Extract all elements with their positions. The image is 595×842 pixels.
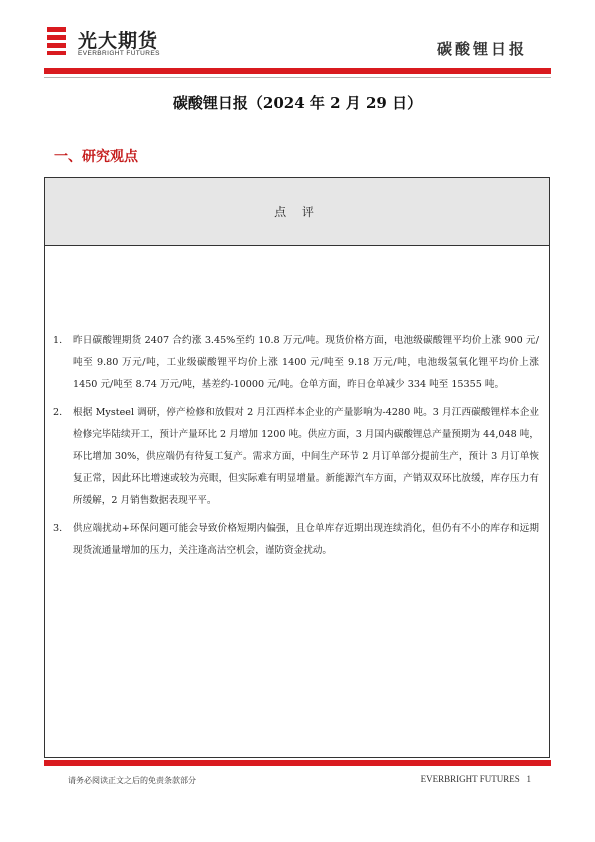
commentary-table-header bbox=[45, 178, 549, 246]
commentary-table bbox=[44, 177, 550, 758]
section-title: 一、研究观点 bbox=[54, 149, 138, 165]
commentary-item bbox=[53, 330, 539, 396]
commentary-list bbox=[53, 330, 539, 568]
footer-disclaimer: 请务必阅读正文之后的免责条款部分 bbox=[68, 776, 196, 785]
page-number: 1 bbox=[526, 774, 531, 784]
logo-chinese-name: 光大期货 bbox=[78, 30, 159, 52]
commentary-item bbox=[53, 518, 539, 562]
document-title: 碳酸锂日报（2024 年 2 月 29 日） bbox=[172, 94, 423, 112]
logo-mark-icon bbox=[44, 26, 68, 56]
footer-brand: EVERBRIGHT FUTURES bbox=[420, 774, 520, 784]
footer-brand-page bbox=[421, 774, 531, 784]
footer-red-rule bbox=[44, 760, 551, 766]
header-gray-rule bbox=[44, 77, 551, 78]
item-text: 供应端扰动+环保问题可能会导致价格短期内偏强，且仓单库存近期出现连续消化，但仍有不小的库存和远期现货流通量增加的压力，关注逢高沽空机会，谨防资金扰动。 bbox=[73, 523, 539, 556]
header-red-rule bbox=[44, 68, 551, 74]
item-text: 昨日碳酸锂期货 2407 合约涨 3.45%至约 10.8 万元/吨。现货价格方面，电池级碳酸锂平均价上涨 900 元/吨至 9.80 万元/吨，工业级碳酸锂平均价上涨 1400 元/吨至 9.18 万元/吨，电池级氢氧化锂平均价上涨 1450 元/吨至 8.74 万元/吨，基差约-10000 元/吨。仓单方面，昨日仓单减少 334 吨至 15355 吨。 bbox=[73, 335, 539, 390]
logo-english-name: EVERBRIGHT FUTURES bbox=[78, 50, 160, 57]
item-number: 3. bbox=[53, 523, 63, 534]
company-logo bbox=[44, 26, 174, 60]
header-report-name: 碳酸锂日报 bbox=[436, 40, 527, 58]
commentary-header-label: 点 评 bbox=[274, 205, 320, 219]
item-text: 根据 Mysteel 调研，停产检修和放假对 2 月江西样本企业的产量影响为-4280 吨。3 月江西碳酸锂样本企业检修完毕陆续开工，预计产量环比 2 月增加 1200 吨。供应方面，3 月国内碳酸锂总产量预期为 44,048 吨，环比增加 30%，供应端仍有待复工复产。需求方面，中间生产环节 2 月订单部分提前生产，预计 3 月订单恢复正常，因此环比增速或较为亮眼，但实际难有明显增量。新能源汽车方面，产销双双环比放缓，库存压力有所缓解，2 月销售数据表现平平。 bbox=[73, 407, 539, 506]
item-number: 1. bbox=[53, 335, 63, 346]
item-number: 2. bbox=[53, 407, 63, 418]
commentary-item bbox=[53, 402, 539, 512]
